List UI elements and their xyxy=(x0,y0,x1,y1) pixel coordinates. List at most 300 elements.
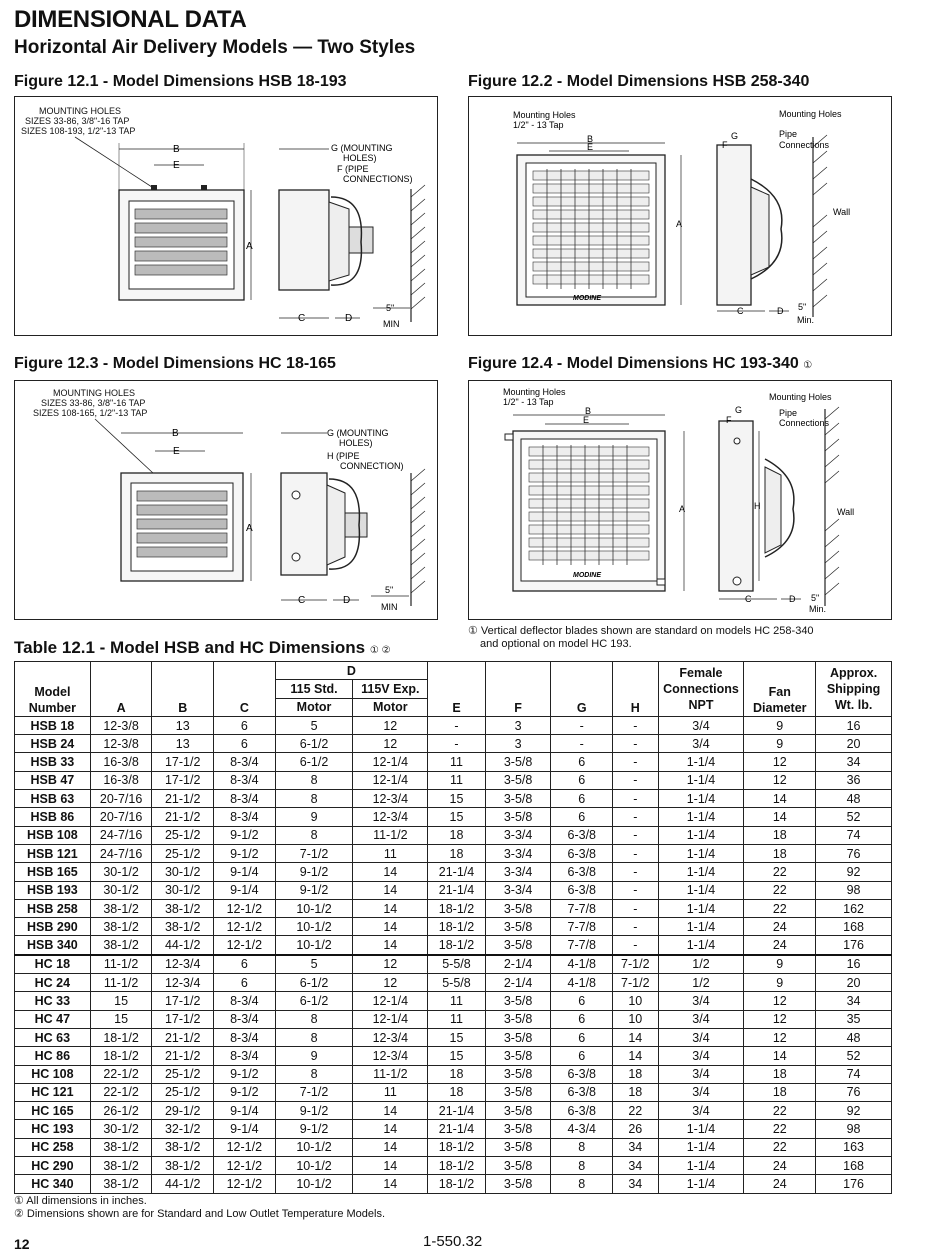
table-cell-model: HSB 47 xyxy=(15,771,91,789)
table-cell: 14 xyxy=(353,881,428,899)
f1-dim-C: C xyxy=(298,313,306,324)
table-cell: 29-1/2 xyxy=(152,1102,214,1120)
table-cell: 52 xyxy=(816,808,892,826)
table-cell: 1-1/4 xyxy=(658,936,744,955)
table-cell: 13 xyxy=(152,735,214,753)
table-cell: 10-1/2 xyxy=(275,1138,353,1156)
f4-dim-C: C xyxy=(745,594,752,604)
table-cell-model: HC 165 xyxy=(15,1102,91,1120)
f1-note-line2: SIZES 33-86, 3/8"-16 TAP xyxy=(25,116,130,126)
table-cell: 1-1/4 xyxy=(658,881,744,899)
th-d-exp-2: Motor xyxy=(353,698,428,716)
table-cell: 3/4 xyxy=(658,1083,744,1101)
f3-label-h1: H (PIPE xyxy=(327,451,360,461)
table-cell: 168 xyxy=(816,918,892,936)
table-cell: 9-1/2 xyxy=(275,863,353,881)
f3-dim-C: C xyxy=(298,595,306,606)
table-cell: 15 xyxy=(428,808,486,826)
table-cell: 3-5/8 xyxy=(485,771,551,789)
table-cell: 98 xyxy=(816,1120,892,1138)
table-cell: 9-1/2 xyxy=(214,1065,276,1083)
table-row xyxy=(15,936,892,955)
table-cell: 168 xyxy=(816,1157,892,1175)
table-cell: 34 xyxy=(613,1138,658,1156)
table-cell: 6-3/8 xyxy=(551,844,613,862)
table-cell: 11 xyxy=(353,844,428,862)
table-cell: 18-1/2 xyxy=(428,899,486,917)
table-cell: 14 xyxy=(353,936,428,955)
table-cell: 34 xyxy=(816,753,892,771)
table-cell: 22 xyxy=(744,1102,816,1120)
table-cell: 24-7/16 xyxy=(90,844,152,862)
table-cell: 12-1/2 xyxy=(214,936,276,955)
table-cell: 4-1/8 xyxy=(551,974,613,992)
table-cell: 12 xyxy=(353,735,428,753)
f4-dim-A: A xyxy=(679,504,686,514)
f4-wall: Wall xyxy=(837,507,855,517)
table-cell: 22 xyxy=(744,863,816,881)
table-cell: 1-1/4 xyxy=(658,899,744,917)
table-cell: 9-1/2 xyxy=(275,1120,353,1138)
table-cell: 18-1/2 xyxy=(90,1047,152,1065)
table-cell: 14 xyxy=(353,1157,428,1175)
f3-label-h2: CONNECTION) xyxy=(340,461,404,471)
table-cell: 11-1/2 xyxy=(90,974,152,992)
table-cell: 8-3/4 xyxy=(214,1028,276,1046)
table-cell: 3-5/8 xyxy=(485,1120,551,1138)
table-cell: - xyxy=(613,899,658,917)
table-cell: 18 xyxy=(744,826,816,844)
figure-12-4-caption xyxy=(468,355,812,373)
table-cell: 1-1/4 xyxy=(658,1157,744,1175)
table-cell: 24 xyxy=(744,1175,816,1193)
th-wt-line3: Wt. lb. xyxy=(834,697,873,712)
table-cell: 3-5/8 xyxy=(485,899,551,917)
table-caption-marks: ① ② xyxy=(369,645,391,656)
table-cell: 9 xyxy=(744,716,816,734)
f2-mh-right: Mounting Holes xyxy=(779,109,842,119)
th-model-line1: Model xyxy=(34,684,71,699)
footnote-2: ② Dimensions shown are for Standard and Low Outlet Temperature Models. xyxy=(14,1208,386,1220)
th-fc-line3: NPT xyxy=(688,697,714,712)
table-cell: 6-3/8 xyxy=(551,881,613,899)
table-cell: 38-1/2 xyxy=(152,899,214,917)
table-cell: 92 xyxy=(816,863,892,881)
f4-dim-H: H xyxy=(754,501,761,511)
table-cell: 30-1/2 xyxy=(90,1120,152,1138)
f2-mh1: Mounting Holes xyxy=(513,110,576,120)
table-cell: 21-1/4 xyxy=(428,863,486,881)
page-number: 12 xyxy=(14,1236,30,1252)
figure-12-4-drawing xyxy=(469,381,891,619)
table-cell: 9-1/4 xyxy=(214,863,276,881)
table-cell: 38-1/2 xyxy=(90,918,152,936)
table-cell: 26-1/2 xyxy=(90,1102,152,1120)
table-row xyxy=(15,955,892,974)
table-cell: 6-1/2 xyxy=(275,992,353,1010)
table-cell: 8 xyxy=(551,1138,613,1156)
f2-dim-G: G xyxy=(731,131,739,141)
table-cell: 14 xyxy=(353,1120,428,1138)
table-cell: 17-1/2 xyxy=(152,753,214,771)
th-fan-line2: Diameter xyxy=(753,700,807,715)
table-cell: 18 xyxy=(428,844,486,862)
f3-min-2: MIN xyxy=(381,602,398,612)
table-cell: 1-1/4 xyxy=(658,863,744,881)
table-cell: 6-1/2 xyxy=(275,753,353,771)
table-cell: - xyxy=(613,735,658,753)
table-cell: 6-3/8 xyxy=(551,1102,613,1120)
figure-12-4-note xyxy=(468,625,814,651)
table-row xyxy=(15,1083,892,1101)
table-cell: 18-1/2 xyxy=(428,918,486,936)
table-cell: 5-5/8 xyxy=(428,955,486,974)
f4-mh1: Mounting Holes xyxy=(503,387,566,397)
f4-dim-F: F xyxy=(726,415,732,425)
table-cell: 38-1/2 xyxy=(152,1157,214,1175)
table-cell: 16 xyxy=(816,955,892,974)
table-row xyxy=(15,1138,892,1156)
th-b: B xyxy=(152,662,214,717)
table-row xyxy=(15,808,892,826)
f1-note-line3: SIZES 108-193, 1/2"-13 TAP xyxy=(21,126,136,136)
table-cell: 18-1/2 xyxy=(428,936,486,955)
table-cell: 11-1/2 xyxy=(90,955,152,974)
table-row xyxy=(15,790,892,808)
table-cell: 12-3/4 xyxy=(353,808,428,826)
table-cell: 11 xyxy=(353,1083,428,1101)
table-cell: 10-1/2 xyxy=(275,899,353,917)
table-cell-model: HC 86 xyxy=(15,1047,91,1065)
figure-12-2-frame xyxy=(468,96,892,336)
table-cell: 14 xyxy=(353,918,428,936)
document-code: 1-550.32 xyxy=(423,1233,483,1250)
table-cell: 76 xyxy=(816,1083,892,1101)
figure-12-1-caption: Figure 12.1 - Model Dimensions HSB 18-193 xyxy=(14,73,347,90)
figure-12-3-caption: Figure 12.3 - Model Dimensions HC 18-165 xyxy=(14,355,336,372)
table-cell: 163 xyxy=(816,1138,892,1156)
table-cell: 3-5/8 xyxy=(485,1083,551,1101)
f2-dim-F: F xyxy=(722,140,728,150)
table-cell: 18 xyxy=(744,1065,816,1083)
table-cell: 14 xyxy=(744,1047,816,1065)
table-cell: 14 xyxy=(613,1047,658,1065)
table-cell: 12-3/8 xyxy=(90,716,152,734)
table-cell: 6-1/2 xyxy=(275,974,353,992)
table-cell: 6 xyxy=(214,735,276,753)
table-cell: 12-3/4 xyxy=(353,790,428,808)
table-cell: 3-3/4 xyxy=(485,844,551,862)
table-cell: 14 xyxy=(353,1102,428,1120)
table-row xyxy=(15,918,892,936)
table-cell: 14 xyxy=(613,1028,658,1046)
table-cell: 3/4 xyxy=(658,1047,744,1065)
table-cell: 5 xyxy=(275,955,353,974)
table-cell: - xyxy=(551,735,613,753)
f1-label-f2: CONNECTIONS) xyxy=(343,174,413,184)
table-cell: - xyxy=(613,844,658,862)
table-cell: 44-1/2 xyxy=(152,936,214,955)
figure-12-3-frame xyxy=(14,380,438,620)
table-cell: 21-1/2 xyxy=(152,790,214,808)
table-cell: 13 xyxy=(152,716,214,734)
table-cell: 18 xyxy=(744,1083,816,1101)
table-cell: 5 xyxy=(275,716,353,734)
table-cell: 3/4 xyxy=(658,716,744,734)
table-cell: 8 xyxy=(275,1065,353,1083)
table-cell: 14 xyxy=(744,808,816,826)
table-cell: 6 xyxy=(551,1047,613,1065)
table-cell: 3-5/8 xyxy=(485,1175,551,1193)
table-cell: 18 xyxy=(613,1065,658,1083)
table-cell: 9 xyxy=(744,735,816,753)
table-cell: 9-1/2 xyxy=(214,844,276,862)
table-cell: 30-1/2 xyxy=(152,863,214,881)
f1-min-2: MIN xyxy=(383,319,400,329)
table-cell: 15 xyxy=(90,992,152,1010)
table-cell: 12 xyxy=(744,992,816,1010)
table-cell: 3/4 xyxy=(658,735,744,753)
table-cell-model: HSB 121 xyxy=(15,844,91,862)
table-row xyxy=(15,1157,892,1175)
table-cell: 22-1/2 xyxy=(90,1065,152,1083)
table-cell: 1-1/4 xyxy=(658,1120,744,1138)
page-title: DIMENSIONAL DATA xyxy=(14,6,247,33)
table-cell: 18-1/2 xyxy=(90,1028,152,1046)
table-cell: 12-3/8 xyxy=(90,735,152,753)
table-cell: 32-1/2 xyxy=(152,1120,214,1138)
table-cell: 4-3/4 xyxy=(551,1120,613,1138)
figure-12-1-drawing xyxy=(15,97,437,335)
table-cell: 16-3/8 xyxy=(90,753,152,771)
table-cell: 38-1/2 xyxy=(90,1138,152,1156)
table-cell: 15 xyxy=(90,1010,152,1028)
table-cell: 6 xyxy=(551,1010,613,1028)
table-row xyxy=(15,1028,892,1046)
table-cell: 18 xyxy=(613,1083,658,1101)
table-cell: 9 xyxy=(744,974,816,992)
table-cell: 7-7/8 xyxy=(551,918,613,936)
table-cell: 11 xyxy=(428,753,486,771)
table-cell: 17-1/2 xyxy=(152,771,214,789)
table-cell: 15 xyxy=(428,1047,486,1065)
table-cell: 1-1/4 xyxy=(658,1175,744,1193)
table-cell: 12-1/2 xyxy=(214,899,276,917)
table-cell: 1-1/4 xyxy=(658,753,744,771)
table-cell: 10 xyxy=(613,992,658,1010)
table-cell: 12-1/2 xyxy=(214,1175,276,1193)
table-cell: 1-1/4 xyxy=(658,844,744,862)
table-cell: - xyxy=(428,735,486,753)
f2-dim-B: B xyxy=(587,134,594,144)
table-cell: 12-1/2 xyxy=(214,918,276,936)
table-cell: 10-1/2 xyxy=(275,1175,353,1193)
th-fan-line1: Fan xyxy=(768,684,791,699)
table-cell: 4-1/8 xyxy=(551,955,613,974)
table-cell: 9-1/4 xyxy=(214,1102,276,1120)
table-cell: 8 xyxy=(275,771,353,789)
f2-min-1: 5" xyxy=(798,302,807,312)
table-cell: 22 xyxy=(744,899,816,917)
f1-dim-A: A xyxy=(246,241,253,252)
table-cell: 3-5/8 xyxy=(485,992,551,1010)
table-cell: 38-1/2 xyxy=(90,1157,152,1175)
table-cell: 18 xyxy=(428,826,486,844)
th-d-std-2: Motor xyxy=(275,698,353,716)
table-cell: 8-3/4 xyxy=(214,992,276,1010)
table-caption-text: Table 12.1 - Model HSB and HC Dimensions xyxy=(14,638,366,657)
table-cell: 11 xyxy=(428,992,486,1010)
table-cell: 176 xyxy=(816,1175,892,1193)
th-wt-line1: Approx. xyxy=(829,665,878,680)
table-cell-model: HSB 193 xyxy=(15,881,91,899)
table-cell: 10-1/2 xyxy=(275,918,353,936)
table-cell: 14 xyxy=(353,863,428,881)
table-cell: 8-3/4 xyxy=(214,753,276,771)
table-cell: 22 xyxy=(613,1102,658,1120)
table-cell: 12-3/4 xyxy=(353,1047,428,1065)
table-cell: 21-1/2 xyxy=(152,1047,214,1065)
table-cell: 14 xyxy=(353,1138,428,1156)
table-cell: 10 xyxy=(613,1010,658,1028)
table-cell: 3-5/8 xyxy=(485,1102,551,1120)
table-cell: 8-3/4 xyxy=(214,790,276,808)
table-cell: 34 xyxy=(613,1157,658,1175)
table-cell: 14 xyxy=(353,1175,428,1193)
table-cell: 21-1/2 xyxy=(152,1028,214,1046)
table-cell: 2-1/4 xyxy=(485,974,551,992)
table-cell: 3-5/8 xyxy=(485,1010,551,1028)
table-cell-model: HSB 86 xyxy=(15,808,91,826)
table-cell: 35 xyxy=(816,1010,892,1028)
table-cell: 12-3/4 xyxy=(152,974,214,992)
table-cell: 12-1/2 xyxy=(214,1138,276,1156)
dimensions-table-body xyxy=(15,716,892,1193)
f3-label-g2: HOLES) xyxy=(339,438,373,448)
table-cell: - xyxy=(613,771,658,789)
table-cell: 12 xyxy=(353,716,428,734)
table-cell: 24 xyxy=(744,1157,816,1175)
table-cell: 3-5/8 xyxy=(485,918,551,936)
table-cell-model: HC 33 xyxy=(15,992,91,1010)
table-cell-model: HSB 165 xyxy=(15,863,91,881)
f2-wall: Wall xyxy=(833,207,851,217)
table-cell: 1-1/4 xyxy=(658,808,744,826)
table-cell: - xyxy=(613,753,658,771)
page-subtitle: Horizontal Air Delivery Models — Two Styles xyxy=(14,37,416,58)
table-cell: 9-1/2 xyxy=(214,826,276,844)
table-cell: 34 xyxy=(613,1175,658,1193)
table-cell: 48 xyxy=(816,790,892,808)
table-cell: 12-3/4 xyxy=(353,1028,428,1046)
f2-dim-E: E xyxy=(587,142,594,152)
table-cell-model: HSB 340 xyxy=(15,936,91,955)
table-cell: 7-1/2 xyxy=(613,974,658,992)
table-cell-model: HSB 18 xyxy=(15,716,91,734)
table-cell: 92 xyxy=(816,1102,892,1120)
f2-dim-A: A xyxy=(676,219,683,229)
table-cell: 11 xyxy=(428,771,486,789)
table-cell: 25-1/2 xyxy=(152,1083,214,1101)
f4-min-2: Min. xyxy=(809,604,827,614)
table-cell: 38-1/2 xyxy=(90,899,152,917)
table-cell-model: HC 258 xyxy=(15,1138,91,1156)
table-cell: 12 xyxy=(353,955,428,974)
table-cell: - xyxy=(613,936,658,955)
table-cell: - xyxy=(428,716,486,734)
table-cell-model: HC 18 xyxy=(15,955,91,974)
table-cell: 11-1/2 xyxy=(353,826,428,844)
table-cell: 9 xyxy=(744,955,816,974)
table-cell: 16 xyxy=(816,716,892,734)
f2-dim-D: D xyxy=(777,306,784,316)
table-cell: 34 xyxy=(816,992,892,1010)
table-cell: 14 xyxy=(353,899,428,917)
table-cell: 36 xyxy=(816,771,892,789)
f1-label-g1: G (MOUNTING xyxy=(331,143,393,153)
f3-min-1: 5" xyxy=(385,585,394,595)
th-a: A xyxy=(90,662,152,717)
table-cell: 6-3/8 xyxy=(551,1065,613,1083)
table-cell: 20 xyxy=(816,974,892,992)
table-row xyxy=(15,863,892,881)
table-cell: 21-1/4 xyxy=(428,881,486,899)
table-cell: - xyxy=(613,808,658,826)
table-cell: 3-5/8 xyxy=(485,808,551,826)
table-cell: 12-1/4 xyxy=(353,1010,428,1028)
table-cell: 3-5/8 xyxy=(485,1028,551,1046)
th-model-line2: Number xyxy=(28,700,76,715)
figure-12-2-drawing xyxy=(469,97,891,335)
f2-pipe2: Connections xyxy=(779,140,830,150)
table-cell: 6 xyxy=(551,771,613,789)
f4-dim-G: G xyxy=(735,405,743,415)
table-cell: 3-5/8 xyxy=(485,1047,551,1065)
table-cell: 24-7/16 xyxy=(90,826,152,844)
f4-dim-D: D xyxy=(789,594,796,604)
figure-12-2-caption: Figure 12.2 - Model Dimensions HSB 258-340 xyxy=(468,73,810,90)
f1-dim-B: B xyxy=(173,144,180,155)
table-cell: 6 xyxy=(214,716,276,734)
table-cell: 24 xyxy=(744,918,816,936)
table-cell: 176 xyxy=(816,936,892,955)
table-cell: 3-5/8 xyxy=(485,1138,551,1156)
f1-label-g2: HOLES) xyxy=(343,153,377,163)
table-cell-model: HC 24 xyxy=(15,974,91,992)
f4-pipe1: Pipe xyxy=(779,408,798,418)
th-e: E xyxy=(428,662,486,717)
table-row xyxy=(15,881,892,899)
table-cell: 8 xyxy=(275,790,353,808)
table-cell-model: HC 290 xyxy=(15,1157,91,1175)
table-cell: 9-1/4 xyxy=(214,881,276,899)
table-cell: 12 xyxy=(744,771,816,789)
table-cell: 12 xyxy=(744,753,816,771)
table-cell: 1-1/4 xyxy=(658,826,744,844)
table-cell: 18 xyxy=(428,1083,486,1101)
table-cell: 26 xyxy=(613,1120,658,1138)
table-cell: 3-3/4 xyxy=(485,863,551,881)
table-cell: 6 xyxy=(214,955,276,974)
table-cell: 6-3/8 xyxy=(551,826,613,844)
f1-dim-E: E xyxy=(173,160,180,171)
table-cell: 3-3/4 xyxy=(485,881,551,899)
table-row xyxy=(15,826,892,844)
table-cell: 11 xyxy=(428,1010,486,1028)
table-cell: 8-3/4 xyxy=(214,808,276,826)
table-row xyxy=(15,716,892,734)
table-cell: 3 xyxy=(485,735,551,753)
